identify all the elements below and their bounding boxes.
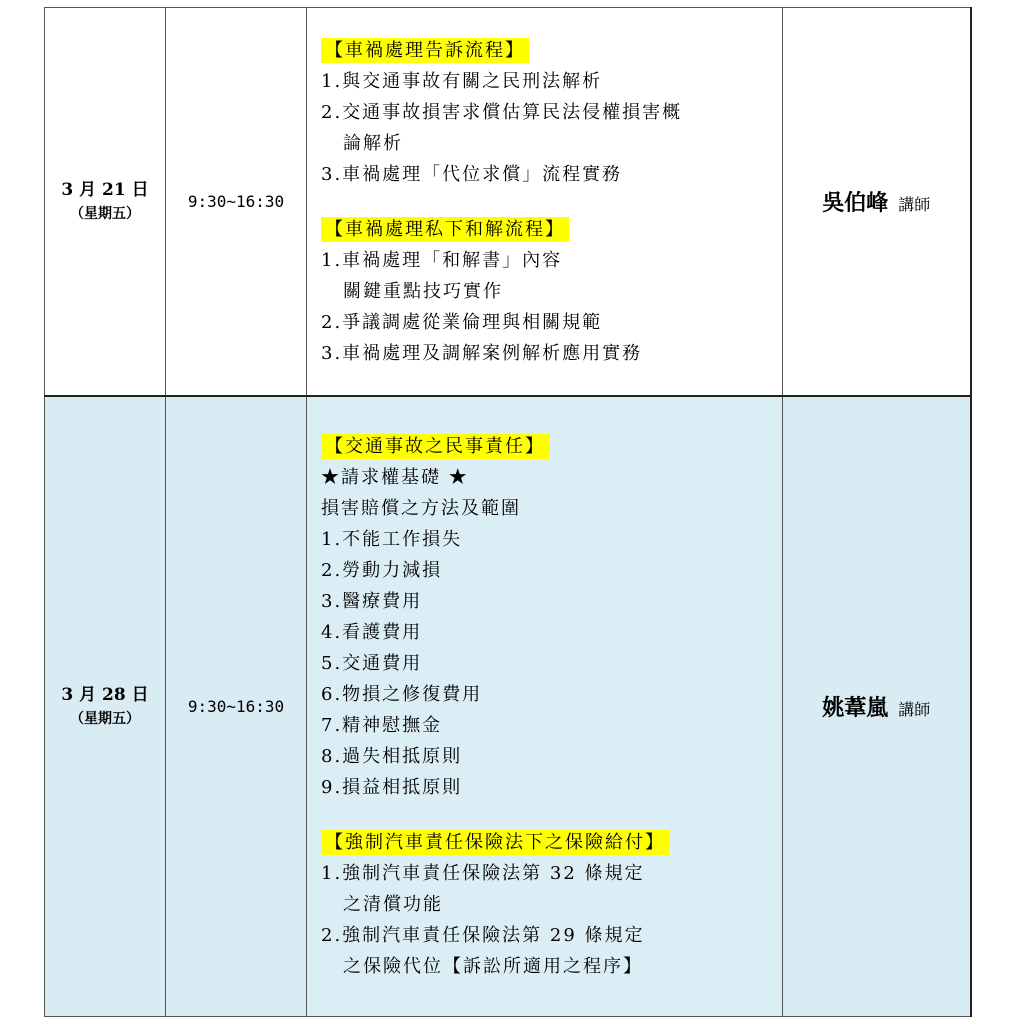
schedule-table (44, 7, 972, 1017)
section-heading: 【強制汽車責任保險法下之保險給付】 (321, 830, 669, 855)
time-cell: 9:30~16:30 (166, 8, 307, 397)
content-line: 2.爭議調處從業倫理與相關規範 (321, 311, 603, 333)
content-line: 5.交通費用 (321, 653, 423, 674)
content-line: 2.強制汽車責任保險法第 29 條規定 (321, 925, 645, 946)
section-heading: 【交通事故之民事責任】 (321, 434, 549, 459)
content-line: 損害賠償之方法及範圍 (321, 498, 521, 519)
date: 3 月 21 日 (61, 179, 149, 200)
time-cell: 9:30~16:30 (166, 396, 307, 1017)
section-heading: 【車禍處理私下和解流程】 (321, 217, 569, 242)
date-cell (45, 396, 166, 1017)
content-line: 7.精神慰撫金 (321, 715, 443, 736)
content-cell (307, 8, 783, 397)
content-line: ★請求權基礎 ★ (321, 467, 469, 488)
content-line: 1.車禍處理「和解書」內容 (321, 249, 563, 271)
content-line: 之清償功能 (343, 894, 443, 915)
date: 3 月 28 日 (61, 684, 149, 705)
weekday: （星期五） (70, 205, 140, 222)
date-cell (45, 8, 166, 397)
content-line: 1.不能工作損失 (321, 529, 463, 550)
content-line: 3.車禍處理「代位求償」流程實務 (321, 163, 623, 185)
teacher-cell (783, 8, 971, 397)
content-line: 6.物損之修復費用 (321, 684, 483, 705)
content-line: 1.強制汽車責任保險法第 32 條規定 (321, 863, 645, 884)
content-cell (307, 396, 783, 1017)
teacher-name: 吳伯峰 (822, 191, 889, 216)
content-line: 4.看護費用 (321, 622, 423, 643)
schedule-row-1 (45, 8, 971, 397)
content-line: 8.過失相抵原則 (321, 746, 463, 767)
teacher-cell (783, 396, 971, 1017)
content-line: 9.損益相抵原則 (321, 777, 463, 798)
content-line: 3.車禍處理及調解案例解析應用實務 (321, 342, 643, 364)
schedule-row-2 (45, 396, 971, 1017)
teacher-title: 講師 (898, 700, 931, 719)
content-line: 關鍵重點技巧實作 (343, 280, 503, 302)
content-line: 之保險代位【訴訟所適用之程序】 (343, 956, 643, 977)
teacher-title: 講師 (898, 195, 931, 214)
content-line: 論解析 (343, 132, 403, 154)
section-heading: 【車禍處理告訴流程】 (321, 38, 529, 63)
content-line: 3.醫療費用 (321, 591, 423, 612)
content-line: 1.與交通事故有關之民刑法解析 (321, 70, 603, 92)
weekday: （星期五） (70, 710, 140, 727)
content-line: 2.勞動力減損 (321, 560, 443, 581)
teacher-name: 姚葦嵐 (822, 696, 889, 721)
content-line: 2.交通事故損害求償估算民法侵權損害概 (321, 101, 683, 123)
